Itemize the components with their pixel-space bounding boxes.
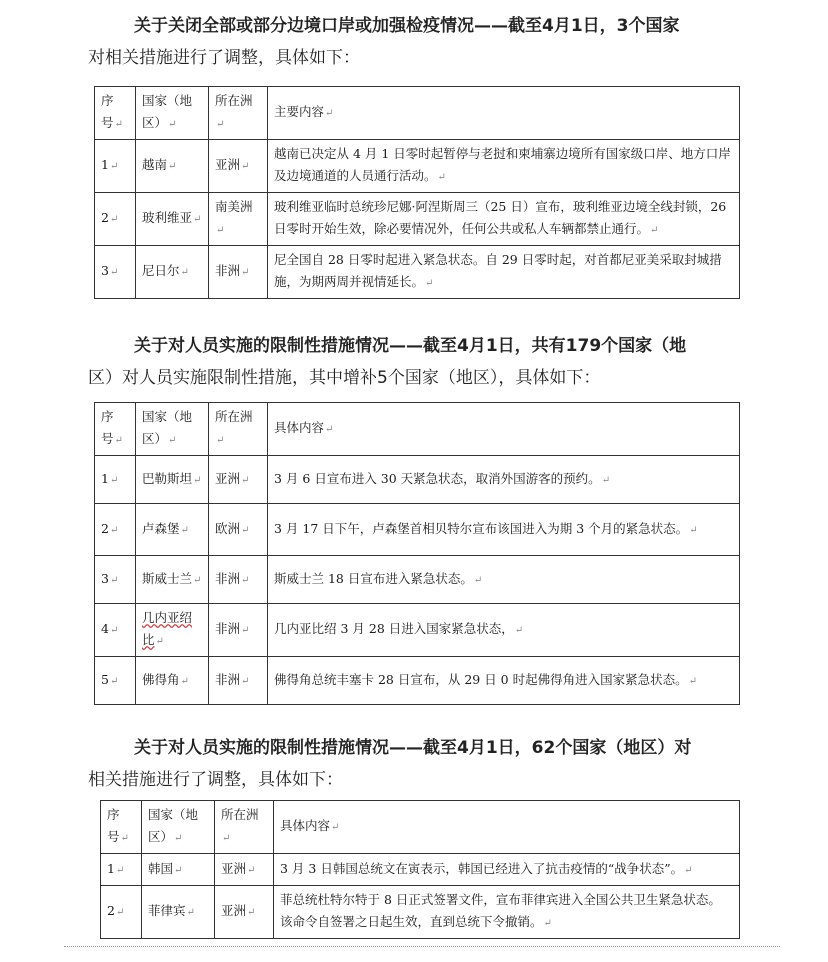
- page-bottom-divider: [64, 946, 780, 947]
- row-country: 斯威士兰: [142, 570, 193, 586]
- row-content: 尼全国自 28 日零时起进入紧急状态。自 29 日零时起，对首都尼亚美采取封城措施，为期两周并视情延长。: [274, 252, 722, 289]
- row-continent: 非洲: [215, 263, 241, 278]
- row-no: 1: [101, 157, 109, 172]
- table-row: 1↵ 巴勒斯坦↵ 亚洲↵ 3 月 6 日宣布进入 30 天紧急状态，取消外国游客的预约。↵: [95, 456, 740, 504]
- table-row: 3↵ 斯威士兰↵ 非洲↵ 斯威士兰 18 日宣布进入紧急状态。↵: [95, 556, 740, 604]
- table-row: 2↵ 卢森堡↵ 欧洲↵ 3 月 17 日下午，卢森堡首相贝特尔宣布该国进入为期 3 个月的紧急状态。↵: [95, 504, 740, 556]
- intro-2-line-1: 关于对人员实施的限制性措施情况——截至4月1日，共有179个国家（地: [134, 336, 687, 356]
- intro-paragraph-1: [88, 10, 750, 74]
- row-country: 韩国: [148, 860, 174, 876]
- intro-3-line-1: 关于对人员实施的限制性措施情况——截至4月1日，62个国家（地区）对: [134, 738, 692, 758]
- header-no: 序 号↵: [101, 801, 142, 854]
- table-restrictions-added: [94, 402, 740, 705]
- table-border-closures: [94, 86, 740, 299]
- table-header-row: [95, 87, 740, 140]
- row-continent: 非洲: [215, 671, 241, 687]
- row-continent: 欧洲: [215, 520, 241, 536]
- row-country: 几内亚绍比: [142, 610, 193, 647]
- table-header-row: [101, 801, 740, 854]
- table-row: 1↵ 越南↵ 亚洲↵ 越南已决定从 4 月 1 日零时起暂停与老挝和柬埔寨边境所有国家级口岸、地方口岸及边境通道的人员通行活动。↵: [95, 140, 740, 193]
- row-country: 越南: [142, 157, 168, 172]
- row-no: 5: [101, 671, 109, 687]
- row-country: 玻利维亚: [142, 210, 193, 225]
- header-country: 国家（地 区）↵: [142, 801, 215, 854]
- row-country: 卢森堡: [142, 520, 180, 536]
- row-content: 菲总统杜特尔特于 8 日正式签署文件，宣布菲律宾进入全国公共卫生紧急状态。该命令自签署之日起生效，直到总统下令撤销。: [280, 892, 721, 929]
- intro-1-line-1: 关于关闭全部或部分边境口岸或加强检疫情况——截至4月1日，3个国家: [134, 16, 680, 36]
- intro-paragraph-2: [88, 330, 750, 394]
- header-content: 主要内容↵: [268, 87, 740, 140]
- row-country: 巴勒斯坦: [142, 470, 193, 486]
- row-content: 斯威士兰 18 日宣布进入紧急状态。: [274, 570, 473, 586]
- row-country: 尼日尔: [142, 263, 180, 278]
- header-continent: 所在洲↵: [209, 403, 268, 456]
- header-country: 国家（地 区）↵: [136, 87, 209, 140]
- row-no: 3: [101, 263, 109, 278]
- row-country: 佛得角: [142, 671, 180, 687]
- row-no: 3: [101, 570, 109, 586]
- row-no: 4: [101, 621, 109, 636]
- table-row: 2↵ 玻利维亚↵ 南美洲↵ 玻利维亚临时总统珍尼娜·阿涅斯周三（25 日）宣布，玻利维亚边境全线封锁，26 日零时开始生效，除必要情况外，任何公共或私人车辆都禁止通行。↵: [95, 193, 740, 246]
- intro-3-line-2: 相关措施进行了调整，具体如下：: [88, 770, 343, 790]
- row-content: 几内亚比绍 3 月 28 日进入国家紧急状态，: [274, 621, 514, 636]
- row-content: 3 月 6 日宣布进入 30 天紧急状态，取消外国游客的预约。: [274, 470, 601, 486]
- table-row: 3↵ 尼日尔↵ 非洲↵ 尼全国自 28 日零时起进入紧急状态。自 29 日零时起，对首都尼亚美采取封城措施，为期两周并视情延长。↵: [95, 246, 740, 299]
- intro-1-line-2: 对相关措施进行了调整，具体如下：: [88, 48, 360, 68]
- table-row: 4↵ 几内亚绍比↵ 非洲↵ 几内亚比绍 3 月 28 日进入国家紧急状态，↵: [95, 604, 740, 657]
- row-no: 1: [101, 470, 109, 486]
- row-content: 3 月 17 日下午，卢森堡首相贝特尔宣布该国进入为期 3 个月的紧急状态。: [274, 520, 689, 536]
- row-country: 菲律宾: [148, 903, 186, 918]
- intro-paragraph-3: [88, 732, 750, 796]
- row-content: 佛得角总统丰塞卡 28 日宣布，从 29 日 0 时起佛得角进入国家紧急状态。: [274, 671, 688, 687]
- row-content: 越南已决定从 4 月 1 日零时起暂停与老挝和柬埔寨边境所有国家级口岸、地方口岸及边境通道的人员通行活动。: [274, 146, 731, 183]
- row-no: 2: [107, 903, 115, 918]
- table-row: 5↵ 佛得角↵ 非洲↵ 佛得角总统丰塞卡 28 日宣布，从 29 日 0 时起佛得角进入国家紧急状态。↵: [95, 657, 740, 705]
- row-continent: 南美洲: [215, 199, 253, 214]
- row-continent: 非洲: [215, 570, 241, 586]
- header-country: 国家（地 区）↵: [136, 403, 209, 456]
- header-continent: 所在洲↵: [209, 87, 268, 140]
- table-row: 1↵ 韩国↵ 亚洲↵ 3 月 3 日韩国总统文在寅表示，韩国已经进入了抗击疫情的“战争状态”。↵: [101, 854, 740, 886]
- table-restrictions-adjusted: [100, 800, 740, 939]
- row-no: 2: [101, 520, 109, 536]
- header-content: 具体内容↵: [268, 403, 740, 456]
- row-continent: 亚洲: [215, 157, 241, 172]
- row-continent: 亚洲: [221, 860, 247, 876]
- row-continent: 亚洲: [221, 903, 247, 918]
- row-no: 1: [107, 860, 115, 876]
- row-content: 3 月 3 日韩国总统文在寅表示，韩国已经进入了抗击疫情的“战争状态”。: [280, 860, 684, 876]
- row-no: 2: [101, 210, 109, 225]
- table-row: 2↵ 菲律宾↵ 亚洲↵ 菲总统杜特尔特于 8 日正式签署文件，宣布菲律宾进入全国公共卫生紧急状态。该命令自签署之日起生效，直到总统下令撤销。↵: [101, 886, 740, 939]
- header-continent: 所在洲↵: [215, 801, 274, 854]
- intro-2-line-2: 区）对人员实施限制性措施，其中增补5个国家（地区），具体如下：: [88, 368, 601, 388]
- header-no: 序 号↵: [95, 403, 136, 456]
- row-content: 玻利维亚临时总统珍尼娜·阿涅斯周三（25 日）宣布，玻利维亚边境全线封锁，26 日零时开始生效，除必要情况外，任何公共或私人车辆都禁止通行。: [274, 199, 727, 236]
- header-content: 具体内容↵: [274, 801, 740, 854]
- row-continent: 亚洲: [215, 470, 241, 486]
- header-no: 序 号↵: [95, 87, 136, 140]
- table-header-row: [95, 403, 740, 456]
- row-continent: 非洲: [215, 621, 241, 636]
